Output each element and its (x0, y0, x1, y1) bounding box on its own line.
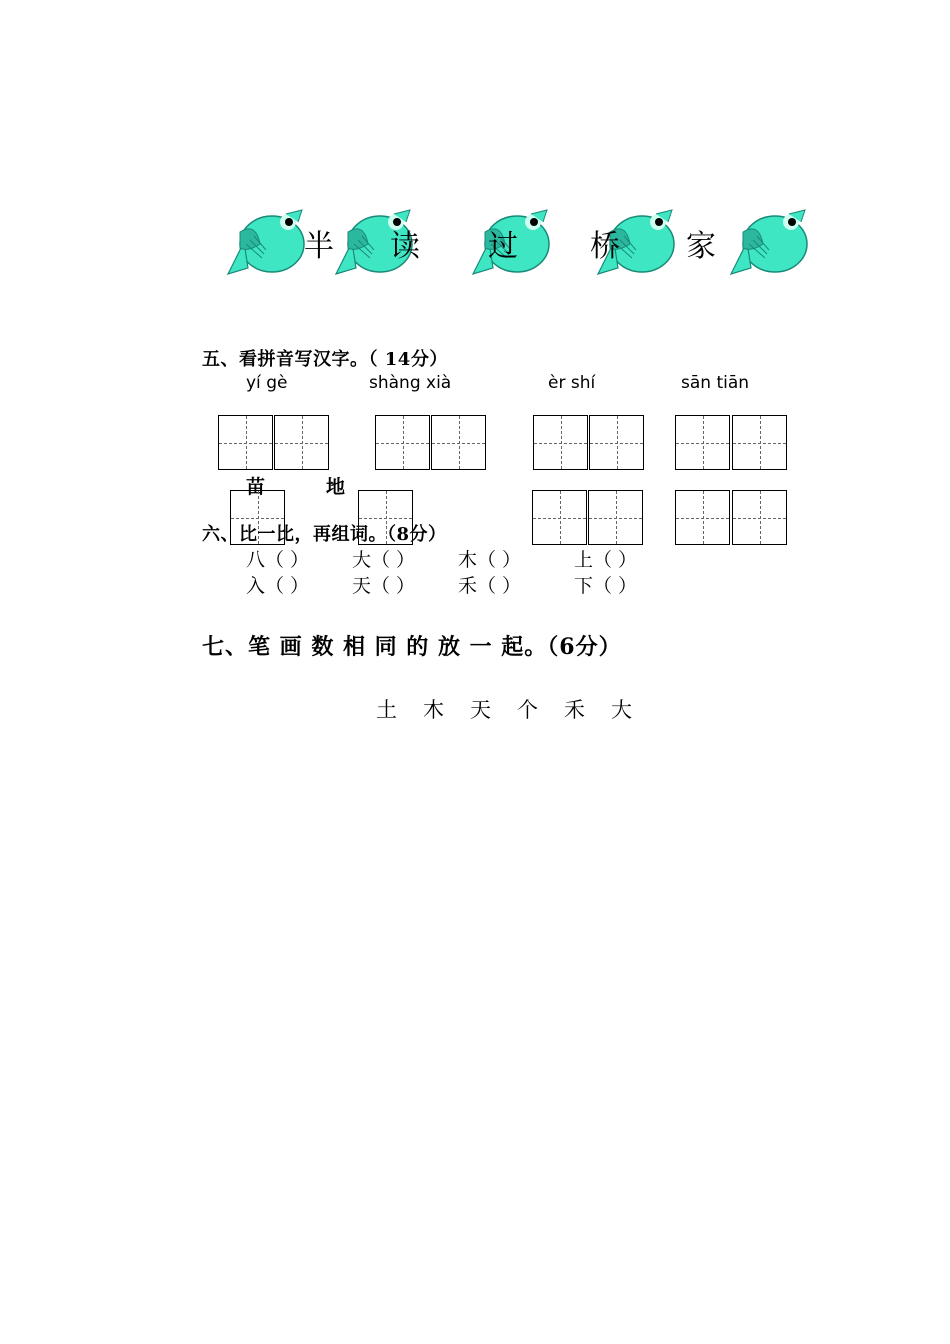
compare-item: 下（ ） (574, 575, 638, 597)
stroke-char: 大 (611, 698, 632, 722)
section6-heading: 六、比一比，再组词。（8分） (202, 524, 447, 545)
writing-box[interactable] (732, 415, 787, 470)
fish-icon (226, 208, 306, 280)
compare-item: 大（ ） (352, 549, 416, 571)
writing-box[interactable] (588, 490, 643, 545)
pinyin-4: sān tiān (681, 373, 750, 393)
pinyin-1: yí gè (246, 373, 288, 393)
writing-box[interactable] (675, 490, 730, 545)
pinyin-2: shàng xià (369, 373, 452, 393)
stroke-char: 个 (517, 698, 538, 722)
pinyin-3: èr shí (548, 373, 596, 393)
title-char-5: 家 (686, 229, 716, 264)
compare-item: 入（ ） (246, 575, 310, 597)
stroke-characters (376, 694, 658, 724)
fish-icon (729, 208, 809, 280)
extra-label-1: 苗 (246, 476, 266, 498)
compare-item: 天（ ） (352, 575, 416, 597)
writing-box[interactable] (732, 490, 787, 545)
compare-item: 八（ ） (246, 549, 310, 571)
title-char-2: 读 (390, 229, 420, 264)
writing-box[interactable] (589, 415, 644, 470)
stroke-char: 木 (423, 698, 444, 722)
compare-item: 上（ ） (574, 549, 638, 571)
extra-label-2: 地 (326, 476, 346, 498)
writing-box[interactable] (532, 490, 587, 545)
compare-row-2 (246, 571, 637, 598)
writing-box[interactable] (274, 415, 329, 470)
compare-item: 木（ ） (458, 549, 522, 571)
stroke-char: 天 (470, 698, 491, 722)
compare-row-1 (246, 545, 637, 572)
compare-item: 禾（ ） (458, 575, 522, 597)
writing-box[interactable] (375, 415, 430, 470)
stroke-char: 土 (376, 698, 397, 722)
writing-box[interactable] (218, 415, 273, 470)
writing-box[interactable] (533, 415, 588, 470)
title-char-3: 过 (488, 229, 518, 264)
writing-box[interactable] (675, 415, 730, 470)
section5-heading: 五、看拼音写汉字。（ 14分） (202, 349, 448, 370)
section7-heading: 七、笔 画 数 相 同 的 放 一 起。（6分） (202, 634, 622, 660)
title-char-1: 半 (304, 229, 334, 264)
stroke-char: 禾 (564, 698, 585, 722)
writing-box[interactable] (431, 415, 486, 470)
title-char-4: 桥 (590, 229, 620, 264)
